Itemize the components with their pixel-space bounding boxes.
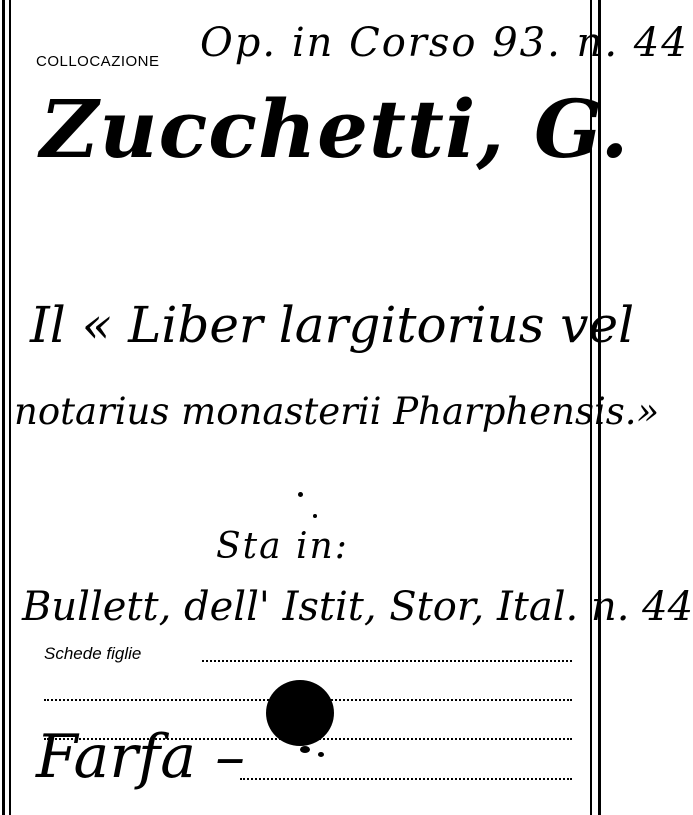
sta-in-value: Bullett, dell' Istit, Stor, Ital. n. 44 xyxy=(22,584,693,630)
left-border-outer xyxy=(2,0,5,815)
punch-hole xyxy=(266,680,334,746)
schede-figlie-label: Schede figlie xyxy=(44,644,142,663)
collocazione-label: COLLOCAZIONE xyxy=(36,53,160,70)
ink-dot xyxy=(298,492,303,497)
collocazione-value: Op. in Corso 93. n. 44 xyxy=(200,20,689,66)
schede-figlie-line-4 xyxy=(240,778,572,780)
ink-smudge xyxy=(318,752,324,757)
subject-heading: Farfa – xyxy=(36,722,246,792)
sta-in-label: Sta in: xyxy=(216,526,349,567)
left-border-inner xyxy=(9,0,11,815)
ink-dot xyxy=(313,514,317,518)
schede-figlie-line-1 xyxy=(202,660,572,662)
title-line-1: Il « Liber largitorius vel xyxy=(30,296,635,354)
ink-smudge xyxy=(300,746,310,753)
title-line-2: notarius monasterii Pharphensis.» xyxy=(14,390,660,433)
author-heading: Zucchetti, G. xyxy=(40,82,630,176)
